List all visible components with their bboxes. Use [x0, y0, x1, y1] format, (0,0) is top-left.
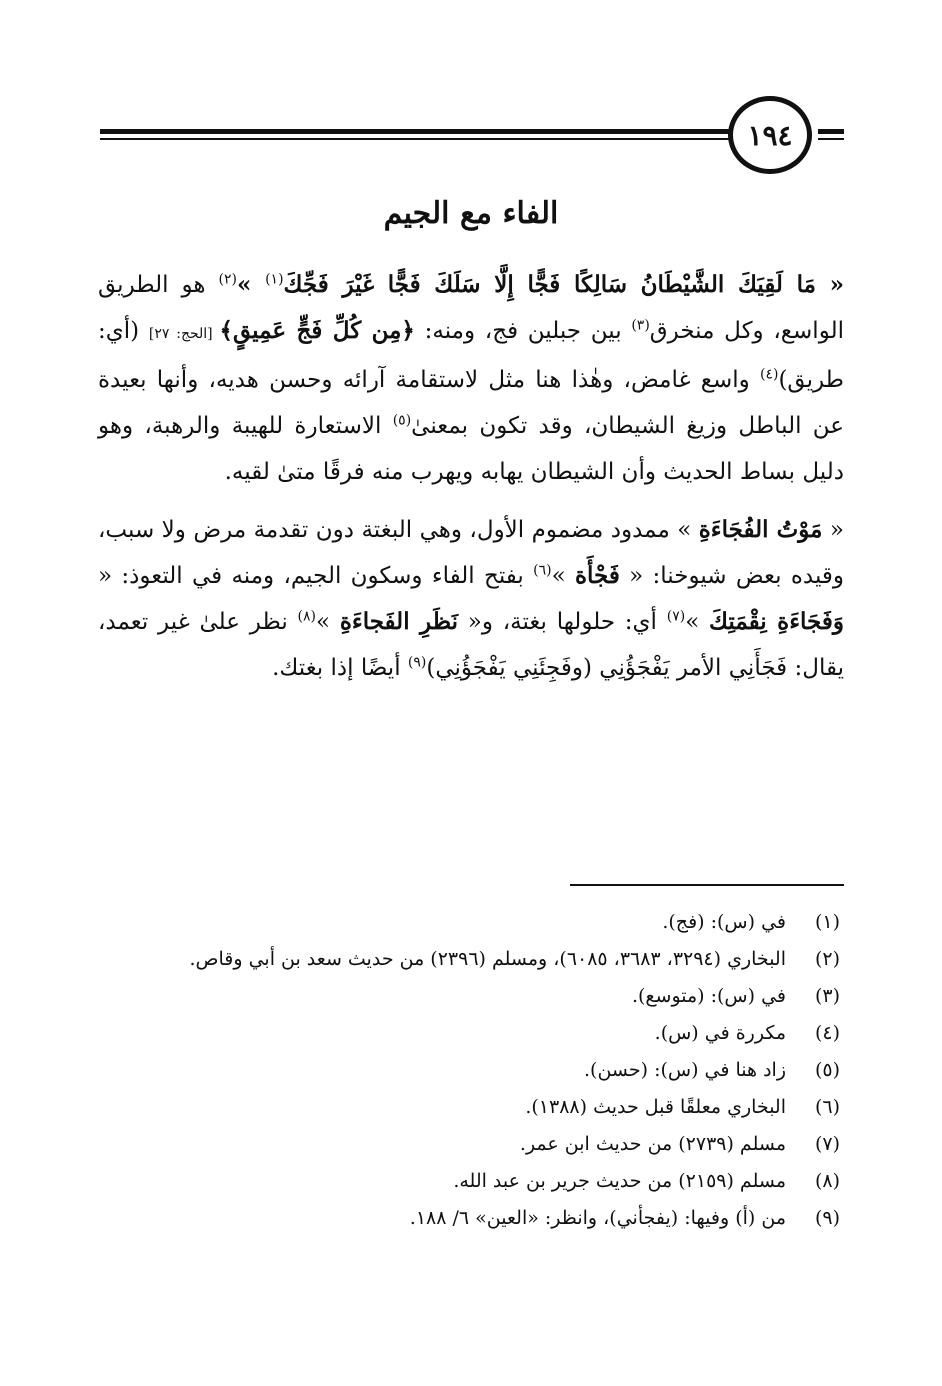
footnote-text: زاد هنا في (س): (حسن). — [584, 1059, 786, 1081]
footnote-ref: (٤) — [759, 366, 779, 383]
footnote-text: البخاري (٣٢٩٤، ٣٦٨٣، ٦٠٨٥)، ومسلم (٢٣٩٦) من حديث سعد بن أبي وقاص. — [189, 948, 786, 970]
footnote-ref: (٩) — [407, 654, 427, 671]
footnote-number: (٦) — [814, 1096, 840, 1118]
headword: فَجْأَة — [574, 562, 620, 589]
footnote-item — [98, 1052, 844, 1089]
headword: نَظَرِ الفَجاءَةِ — [339, 608, 459, 635]
footnote-item — [98, 1163, 844, 1200]
page-number: ١٩٤ — [728, 96, 812, 174]
footnote-item — [98, 941, 844, 978]
body-text: أي: حلولها بغتة، و« — [458, 609, 667, 635]
body-text: » ممدود مضموم الأول، وهي البغتة دون تقدمة مرض ولا سبب، وقيده بعض شيوخنا: « — [98, 517, 844, 589]
quran-citation: [الحج: ٢٧] — [148, 326, 220, 342]
body-text: أيضًا إذا بغتك. — [272, 655, 408, 681]
footnote-text: في (س): (فج). — [662, 911, 786, 933]
footnote-ref: (٣) — [631, 317, 650, 334]
footnote-number: (٧) — [814, 1133, 840, 1155]
footnote-text: مسلم (٢١٥٩) من حديث جرير بن عبد الله. — [453, 1170, 786, 1192]
footnote-ref: (٢) — [218, 271, 237, 288]
header-rule-right-thin — [818, 138, 844, 140]
footnote-item — [98, 904, 844, 941]
footnote-item — [98, 1200, 844, 1237]
hadith-text: « مَا لَقِيَكَ الشَّيْطَانُ سَالِكًا فَجًّا إِلَّا سَلَكَ فَجًّا غَيْرَ فَجِّكَ — [283, 271, 844, 298]
footnote-item — [98, 1015, 844, 1052]
footnote-text: من (أ) وفيها: (يفجأني)، وانظر: «العين» ٦/ ١٨٨. — [409, 1207, 786, 1229]
footnote-number: (٢) — [814, 948, 840, 970]
footnote-number: (٤) — [814, 1022, 840, 1044]
footnote-number: (١) — [814, 911, 840, 933]
footnotes-list — [98, 904, 844, 1237]
page-header — [0, 0, 942, 190]
main-text — [98, 262, 844, 703]
header-rule-thick — [100, 129, 802, 134]
paragraph-fujaa — [98, 507, 844, 691]
footnote-number: (٩) — [814, 1207, 840, 1229]
footnote-ref: (٥) — [392, 412, 412, 429]
footnote-item — [98, 1126, 844, 1163]
body-text: » — [685, 609, 710, 635]
quote-open: « — [822, 517, 844, 543]
footnote-ref: (٨) — [297, 608, 316, 625]
body-text: نظر علىٰ غير تعمد، يقال: فَجَأَنِي الأمر يَفْجَؤُنِي (وفَجِئَنِي يَفْجَؤُنِي) — [98, 609, 844, 681]
body-text: هو الطريق الواسع، وكل منخرق — [98, 272, 844, 344]
footnote-text: مكررة في (س). — [654, 1022, 786, 1044]
body-text: (أي: طريق) — [98, 318, 844, 393]
footnote-ref: (١) — [265, 271, 284, 288]
footnote-ref: (٧) — [666, 608, 686, 625]
header-rule-thin — [100, 138, 802, 140]
footnote-text: في (س): (متوسع). — [631, 985, 786, 1007]
body-text: الاستعارة للهيبة والرهبة، وهو دليل بساط الحديث وأن الشيطان يهابه ويهرب منه فرقًا متىٰ لقيه. — [98, 413, 844, 485]
body-text: واسع غامض، وهٰذا هنا مثل لاستقامة آرائه وحسن هديه، وأنها بعيدة عن الباطل وزيغ الشيطان، وقد تكون بمعنىٰ — [98, 367, 845, 439]
body-text: » — [315, 609, 340, 635]
headword: وَفَجَاءَةِ نِقْمَتِكَ — [709, 608, 844, 635]
body-text: بين جبلين فج، ومنه: — [414, 318, 632, 344]
footnote-text: البخاري معلقًا قبل حديث (١٣٨٨). — [525, 1096, 786, 1118]
footnote-item — [98, 978, 844, 1015]
headword: مَوْتُ الفُجَاءَةِ — [698, 516, 823, 543]
body-text: » — [551, 563, 575, 589]
paragraph-fajj — [98, 262, 844, 495]
footnote-text: مسلم (٢٧٣٩) من حديث ابن عمر. — [519, 1133, 786, 1155]
footnote-separator — [570, 884, 844, 886]
chapter-title: الفاء مع الجيم — [383, 196, 559, 231]
footnote-ref: (٦) — [533, 562, 552, 579]
footnote-number: (٣) — [814, 985, 840, 1007]
body-text: بفتح الفاء وسكون الجيم، ومنه في التعوذ: « — [98, 563, 534, 589]
footnote-number: (٥) — [814, 1059, 840, 1081]
quote-close: » — [237, 271, 266, 298]
header-rule-right-thick — [818, 129, 844, 134]
footnote-number: (٨) — [814, 1170, 840, 1192]
quran-verse: ﴿مِن كُلِّ فَجٍّ عَمِيقٍ﴾ — [219, 317, 415, 344]
footnote-item — [98, 1089, 844, 1126]
